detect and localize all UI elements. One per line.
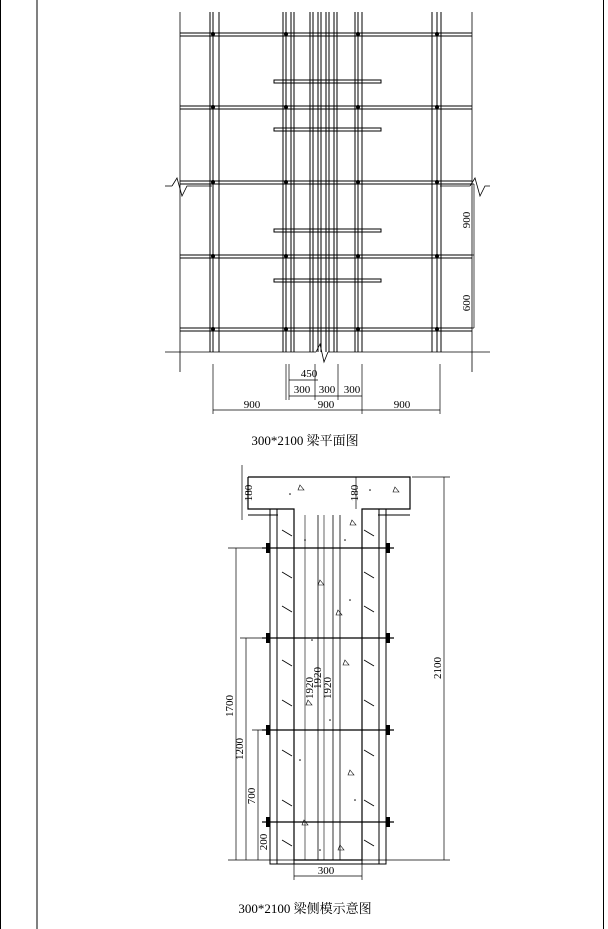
- section-dim-200: 200: [258, 833, 270, 851]
- section-width-300: 300: [317, 865, 335, 877]
- section-dim-700: 700: [246, 787, 258, 805]
- sheet-border: [1, 0, 604, 929]
- section-left-dimensions: [228, 548, 296, 860]
- section-inner-1920-b: 1920: [312, 667, 324, 689]
- section-slab-180-left: 180: [243, 484, 255, 502]
- plan-dim-300-a: 300: [293, 384, 311, 396]
- section-dim-1200: 1200: [234, 738, 246, 760]
- section-inner-1920-a: 1920: [304, 677, 316, 699]
- section-dim-1700: 1700: [224, 695, 236, 717]
- beam-section-view: [228, 465, 450, 880]
- plan-vertical-members: [210, 12, 441, 352]
- plan-dim-900-mid: 900: [317, 399, 335, 411]
- concrete-dots: [289, 489, 371, 851]
- beam-plan-view: [165, 12, 490, 414]
- plan-dim-600-right: 600: [461, 294, 473, 312]
- plan-dim-450: 450: [300, 368, 318, 380]
- plan-dim-300-b: 300: [318, 384, 336, 396]
- section-slab-180-right: 180: [349, 484, 361, 502]
- section-height-2100: 2100: [432, 657, 444, 679]
- plan-dim-900-right-bottom: 900: [393, 399, 411, 411]
- plan-dim-900-left: 900: [243, 399, 261, 411]
- section-inner-1920-c: 1920: [322, 677, 334, 699]
- plan-dim-900-right: 900: [461, 211, 473, 229]
- section-caption: 300*2100 梁侧模示意图: [238, 901, 372, 916]
- slab-dims: [242, 465, 356, 520]
- plan-caption: 300*2100 梁平面图: [251, 433, 359, 448]
- plan-dim-300-c: 300: [343, 384, 361, 396]
